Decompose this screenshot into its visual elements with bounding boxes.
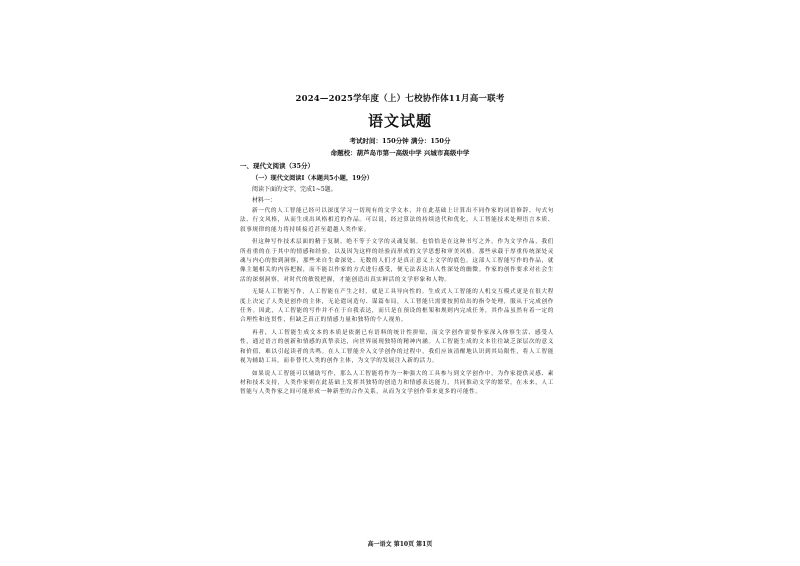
material-label: 材料一：	[252, 197, 277, 204]
page-footer: 高一语文 第10页 第1页	[367, 541, 433, 548]
paragraph: 无疑人工智能写作，人工智能在产生之时，就是工具导向性的。生成式人工智能的人机交互模式更是在很大程度上决定了人类是创作的主体，无论遣词造句、谋篇布局，人工智能只需要按照给出的指令处理，服从于完成创作任务。因此，人工智能的写作并不在于自我表达，而只是在预设的框架和规则内完成任务，其作品虽然有着一定的合理性和连贯性，但缺乏真正的情感力量和独特的个人视角。	[240, 289, 554, 324]
paragraph: 新一代的人工智能已经可以深度学习一切现有的文学文本，并在此基础上计算出不同作家的词语修辞、句式句法、行文风格，从而生成出风格相近的作品。可以说，经过算法的持续迭代和优化，人工智能技术处理语言本质、叙事规律的能力将持续接近甚至超越人类作家。	[240, 208, 554, 233]
subject-title: 语文试题	[367, 112, 432, 130]
section-heading: 一、现代文阅读（35分）	[240, 162, 315, 170]
exam-info: 考试时间：150分钟 满分：150分	[349, 137, 451, 145]
exam-title: 2024—2025学年度（上）七校协作体11月高一联考	[295, 94, 505, 104]
paragraph: 但这种写作技术层面的精于复制，绝不等于文学的灵魂复制。也恰恰是在这种书写之外，作为文学作品，我们所看重的在于其中的情感和经验，以及因为这样的经验而形成的文学思想和审美风格。那些承载于厚重传统深处灵魂与内心的独到洞察，那些来自生命深处、无数的人们才是真正意义上文学的底色。这部人工智能写作的作品，就像主题相关的内容把握，而不能以作家的方式进行感受，便无法表达出人性深处的幽微。作家的创作要求对社会生活的深刻洞察，对时代的敏锐把握，才能创造出真实鲜活的文学形象和人物。	[240, 239, 554, 283]
paragraph: 如果说人工智能可以辅助写作，那么人工智能将作为一种强大的工具参与到文学创作中，为作家提供灵感、素材和技术支持，人类作家则在此基础上发挥其独特的创造力和情感表达能力，共同推动文学的繁荣。在未来，人工智能与人类作家之间可能形成一种新型的合作关系，从而为文学创作带来更多的可能性。	[240, 370, 554, 396]
exam-sheet	[240, 78, 560, 548]
subsection-heading: （一）现代文阅读Ⅰ（本题共5小题，19分）	[252, 175, 373, 182]
paragraph: 再者，人工智能生成文本的本质是依据已有语料的统计性拼贴，而文学创作需要作家深入体察生活、感受人性，通过语言的创新和情感的真挚表达，向世界展现独特的精神内涵。人工智能生成的文本往往缺乏深层次的意义和价值，难以引起读者的共鸣。在人工智能介入文学创作的过程中，我们应该清醒地认识到其局限性，将人工智能视为辅助工具，而非替代人类的创作主体，为文学的发展注入新的活力。	[240, 329, 554, 365]
instruction-text: 阅读下面的文字，完成1~5题。	[252, 186, 337, 193]
schools-info: 命题校：葫芦岛市第一高级中学 兴城市高级中学	[330, 149, 470, 157]
